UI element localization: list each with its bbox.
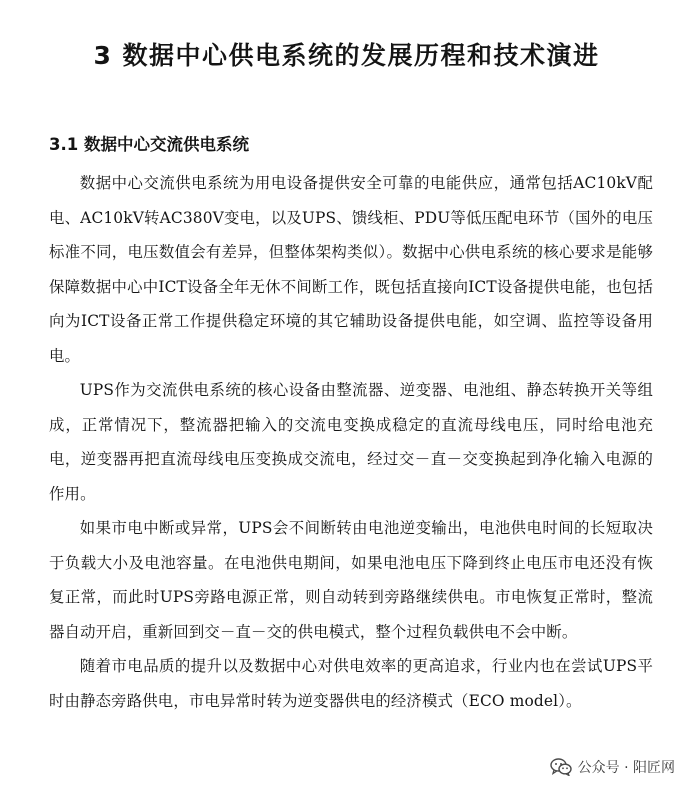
paragraph-eco-mode: 随着市电品质的提升以及数据中心对供电效率的更高追求，行业内也在尝试UPS平时由静态旁路供电，市电异常时转为逆变器供电的经济模式（ECO model）。 <box>49 657 653 710</box>
body-text <box>49 166 653 718</box>
watermark-text: 公众号 · 阳匠网 <box>577 760 675 776</box>
paragraph-battery-backup: 如果市电中断或异常，UPS会不间断转由电池逆变输出，电池供电时间的长短取决于负载大小及电池容量。在电池供电期间，如果电池电压下降到终止电压市电还没有恢复正常，而此时UPS旁路电源正常，则自动转到旁路继续供电。市电恢复正常时，整流器自动开启，重新回到交－直－交的供电模式，整个过程负载供电不会中断。 <box>49 519 653 641</box>
watermark <box>550 757 675 777</box>
chapter-title: 3 数据中心供电系统的发展历程和技术演进 <box>93 41 600 70</box>
paragraph-ups-components: UPS作为交流供电系统的核心设备由整流器、逆变器、电池组、静态转换开关等组成，正常情况下，整流器把输入的交流电变换成稳定的直流母线电压，同时给电池充电，逆变器再把直流母线电压变换成交流电，经过交－直－交变换起到净化输入电源的作用。 <box>49 381 653 503</box>
wechat-icon <box>550 758 572 776</box>
paragraph-ac-power-system: 数据中心交流供电系统为用电设备提供安全可靠的电能供应，通常包括AC10kV配电、AC10kV转AC380V变电，以及UPS、馈线柜、PDU等低压配电环节（国外的电压标准不同，电压数值会有差异，但整体架构类似）。数据中心供电系统的核心要求是能够保障数据中心中ICT设备全年无休不间断工作，既包括直接向ICT设备提供电能，也包括向为ICT设备正常工作提供稳定环境的其它辅助设备提供电能，如空调、监控等设备用电。 <box>49 174 653 365</box>
section-title: 3.1 数据中心交流供电系统 <box>49 135 249 154</box>
